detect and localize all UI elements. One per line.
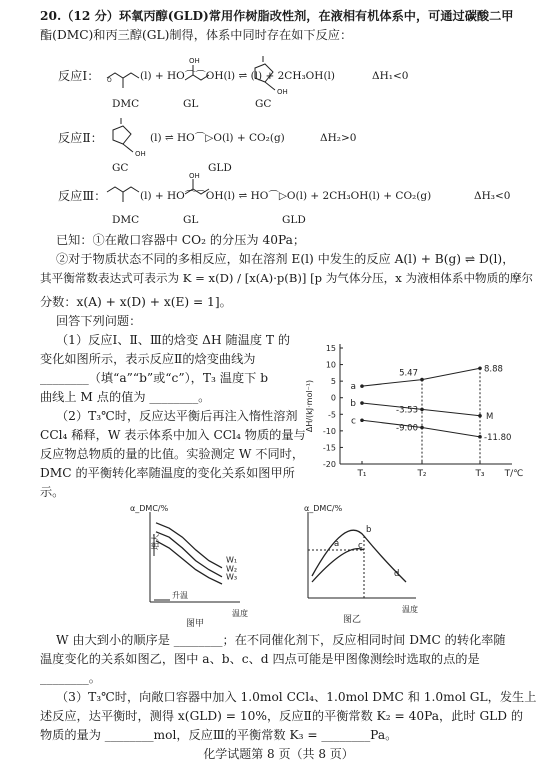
x-tick-label: T₂: [417, 469, 427, 479]
reaction-2-label: 反应Ⅱ：: [58, 131, 103, 145]
series-point-b: [420, 408, 424, 412]
known-line-2: ②对于物质状态不同的多相反应，如在溶剂 E(l) 中发生的反应 A(l) + B(g) ⇌ D(l)，: [56, 252, 515, 266]
q1-line-1: （1）反应Ⅰ、Ⅱ、Ⅲ的焓变 ΔH 随温度 T 的: [56, 333, 291, 347]
series-point-a: [478, 366, 482, 370]
dmc-structure-icon: [107, 73, 139, 88]
y-tick-label: 10: [325, 360, 336, 370]
reaction-3-enthalpy: ΔH₃<0: [474, 190, 511, 202]
reaction-2-enthalpy: ΔH₂>0: [320, 132, 357, 144]
y-tick-label: -20: [322, 460, 336, 469]
q3-line-1: （3）T₃℃时，向敞口容器中加入 1.0mol CCl₄、1.0mol DMC 和 1.0mol GL，发生上: [56, 690, 537, 704]
q2-line-5: 示。: [40, 485, 65, 499]
series-line-W₂: [156, 532, 222, 577]
series-point-b: [360, 401, 364, 405]
series-label-b: b: [350, 399, 356, 410]
point-label-b: b: [366, 525, 372, 535]
q2-line-7: 温度变化的关系如图乙，图中 a、b、c、d 四点可能是甲图像测绘时选取的点的是: [40, 652, 480, 666]
q2-line-4: DMC 的平衡转化率随温度的变化关系如图甲所: [40, 466, 295, 480]
reaction-1-equation: (l) + HO⌒⌒OH(l) ⇌ (l) + 2CH₃OH(l): [140, 70, 335, 82]
question-line-2: 酯(DMC)和丙三醇(GL)制得，体系中同时存在如下反应：: [40, 28, 353, 42]
q1-line-4: 曲线上 M 点的值为 ________。: [40, 390, 211, 404]
series-label: W₂: [226, 564, 238, 574]
series-point-a: [360, 384, 364, 388]
dmc-structure-icon: [107, 187, 139, 202]
y-tick-label: -10: [322, 426, 336, 436]
reaction-1-label: 反应Ⅰ：: [58, 69, 100, 83]
x-annotation: 升温: [172, 591, 188, 600]
page-footer: 化学试题第 8 页（共 8 页）: [203, 747, 354, 761]
svg-text:OH: OH: [135, 150, 146, 158]
annotation: -11.80: [484, 432, 512, 443]
point-label-d: d: [394, 569, 400, 579]
y-tick-label: 0: [330, 393, 336, 403]
known-line-3: 其平衡常数表达式可表示为 K = x(D) / [x(A)·p(B)] [p 为气体分压，x 为液相体系中物质的摩尔: [40, 271, 534, 285]
caption: 图甲: [185, 619, 205, 629]
series-label-a: a: [350, 382, 356, 393]
series-line-a: [362, 368, 480, 386]
y-tick-label: 15: [325, 344, 336, 353]
chart-jia: [120, 502, 260, 630]
q3-line-2: 述反应，达平衡时，测得 x(GLD) = 10%，反应Ⅱ的平衡常数 K₂ = 40Pa，此时 GLD 的: [40, 709, 524, 723]
reaction-1-name-gc: GC: [255, 98, 272, 110]
series-line-W₁: [156, 523, 222, 568]
reaction-3-name-dmc: DMC: [112, 214, 140, 226]
svg-text:O: O: [107, 77, 112, 84]
svg-text:OH: OH: [189, 57, 200, 65]
x-axis-label: T/℃: [504, 469, 524, 479]
series-label: W₁: [226, 555, 238, 565]
y-tick-label: -5: [328, 410, 336, 420]
annotation: M: [486, 411, 494, 422]
svg-text:OH: OH: [189, 172, 200, 180]
known-line-1: 已知：①在敞口容器中 CO₂ 的分压为 40Pa；: [56, 233, 306, 247]
answer-prompt: 回答下列问题：: [56, 314, 142, 328]
reaction-2-equation: (l) ⇌ HO⌒▷O(l) + CO₂(g): [150, 132, 285, 144]
annotation: 5.47: [399, 368, 418, 379]
curve-lower: [312, 549, 364, 582]
svg-text:OH: OH: [277, 88, 288, 96]
y-annotation: 增大: [151, 534, 160, 550]
q1-line-2: 变化如图所示，表示反应Ⅱ的焓变曲线为: [40, 352, 256, 366]
x-axis-label: 温度: [402, 605, 418, 614]
q1-line-3: ________（填“a”“b”或“c”），T₃ 温度下 b: [40, 371, 268, 385]
point-label-a: a: [334, 539, 340, 549]
y-tick-label: -15: [322, 443, 336, 453]
series-label: W₃: [226, 572, 238, 582]
q2-line-3: 反应物总物质的量的比值。实验测定 W 不同时，: [40, 447, 305, 461]
series-point-c: [420, 426, 424, 430]
x-tick-label: T₃: [475, 469, 485, 479]
x-tick-label: T₁: [357, 469, 367, 479]
reaction-3-name-gld: GLD: [282, 214, 306, 226]
question-line-1: 20.（12 分）环氧丙醇(GLD)常用作树脂改性剂，在液相有机体系中，可通过碳酸二甲: [40, 9, 514, 23]
reaction-2-name-gc: GC: [112, 162, 129, 174]
reaction-3-equation: (l) + HO⌒⌒OH(l) ⇌ HO⌒▷O(l) + 2CH₃OH(l) + CO₂(g): [140, 190, 432, 202]
reaction-1-enthalpy: ΔH₁<0: [372, 70, 409, 82]
y-tick-label: 5: [330, 377, 336, 387]
q2-line-1: （2）T₃℃时，反应达平衡后再注入惰性溶剂: [56, 409, 298, 423]
y-axis-label: ΔH/(kJ·mol⁻¹): [305, 379, 314, 433]
enthalpy-chart: [300, 338, 530, 500]
q2-line-2: CCl₄ 稀释，W 表示体系中加入 CCl₄ 物质的量与: [40, 428, 306, 442]
annotation: -3.53: [396, 405, 418, 416]
series-point-c: [478, 435, 482, 439]
series-point-b: [478, 414, 482, 418]
series-point-c: [360, 418, 364, 422]
y-axis-label: α_DMC/%: [130, 504, 169, 513]
point-label-c: c: [358, 541, 363, 551]
q2-line-8: ________。: [40, 671, 101, 685]
y-axis-label: α_DMC/%: [304, 504, 343, 513]
q2-line-6: W 由大到小的顺序是 ________；在不同催化剂下，反应相同时间 DMC 的转化率随: [56, 633, 506, 647]
annotation: 8.88: [484, 364, 503, 375]
reaction-2-name-gld: GLD: [208, 162, 232, 174]
x-axis-label: 温度: [232, 609, 248, 618]
q3-line-3: 物质的量为 ________mol，反应Ⅲ的平衡常数 K₃ = ________Pa。: [40, 728, 398, 742]
annotation: -9.00: [396, 423, 418, 434]
curve-upper: [312, 530, 406, 582]
chart-yi: [294, 502, 434, 630]
gc-structure-icon: [113, 118, 146, 158]
series-label-c: c: [351, 416, 356, 427]
reaction-1-name-gl: GL: [183, 98, 199, 110]
reaction-1-name-dmc: DMC: [112, 98, 140, 110]
reaction-3-label: 反应Ⅲ：: [58, 189, 107, 203]
caption: 图乙: [342, 615, 362, 625]
series-point-a: [420, 378, 424, 382]
known-line-4: 分数：x(A) + x(D) + x(E) = 1]。: [40, 295, 232, 309]
reaction-3-name-gl: GL: [183, 214, 199, 226]
